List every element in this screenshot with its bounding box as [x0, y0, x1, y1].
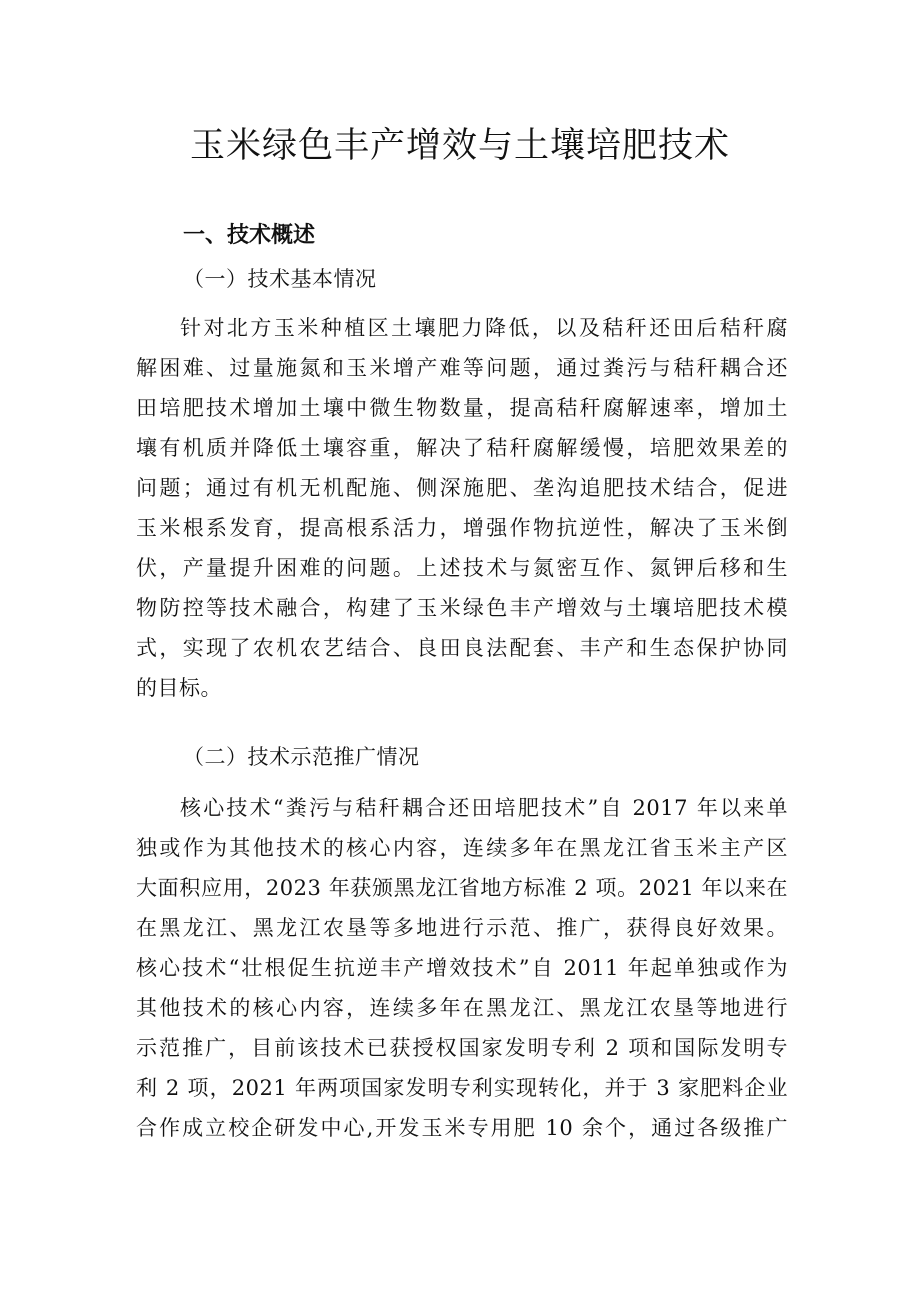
- paragraph-line: 问题；通过有机无机配施、侧深施肥、垄沟追肥技术结合，促进: [136, 476, 788, 500]
- paragraph-line: 示范推广，目前该技术已获授权国家发明专利 2 项和国际发明专: [136, 1036, 788, 1060]
- section-heading-overview: 一、技术概述: [183, 223, 316, 248]
- document-title: 玉米绿色丰产增效与土壤培肥技术: [189, 126, 730, 166]
- paragraph-line: 针对北方玉米种植区土壤肥力降低，以及秸秆还田后秸秆腐: [180, 316, 788, 340]
- paragraph-basic-info: [136, 308, 788, 708]
- paragraph-line: 利 2 项，2021 年两项国家发明专利实现转化，并于 3 家肥料企业: [136, 1076, 788, 1100]
- paragraph-line: 解困难、过量施氮和玉米增产难等问题，通过粪污与秸秆耦合还: [136, 356, 788, 380]
- paragraph-line: 在黑龙江、黑龙江农垦等多地进行示范、推广，获得良好效果。: [136, 916, 788, 940]
- paragraph-line: 核心技术“壮根促生抗逆丰产增效技术”自 2011 年起单独或作为: [136, 956, 788, 980]
- paragraph-line: 式，实现了农机农艺结合、良田良法配套、丰产和生态保护协同: [136, 636, 788, 660]
- paragraph-line: 的目标。: [136, 676, 222, 700]
- paragraph-line: 大面积应用，2023 年获颁黑龙江省地方标准 2 项。2021 年以来在: [136, 876, 788, 900]
- paragraph-line: 合作成立校企研发中心,开发玉米专用肥 10 余个，通过各级推广: [136, 1116, 788, 1140]
- paragraph-line: 物防控等技术融合，构建了玉米绿色丰产增效与土壤培肥技术模: [136, 596, 788, 620]
- subsection-heading-demonstration: （二）技术示范推广情况: [183, 745, 420, 769]
- paragraph-line: 壤有机质并降低土壤容重，解决了秸秆腐解缓慢，培肥效果差的: [136, 436, 788, 460]
- paragraph-line: 玉米根系发育，提高根系活力，增强作物抗逆性，解决了玉米倒: [136, 516, 788, 540]
- paragraph-demonstration: [136, 788, 788, 1148]
- paragraph-line: 核心技术“粪污与秸秆耦合还田培肥技术”自 2017 年以来单: [180, 796, 788, 820]
- paragraph-line: 其他技术的核心内容，连续多年在黑龙江、黑龙江农垦等地进行: [136, 996, 788, 1020]
- paragraph-line: 田培肥技术增加土壤中微生物数量，提高秸秆腐解速率，增加土: [136, 396, 788, 420]
- paragraph-line: 独或作为其他技术的核心内容，连续多年在黑龙江省玉米主产区: [136, 836, 788, 860]
- subsection-heading-basic-info: （一）技术基本情况: [183, 267, 377, 291]
- paragraph-line: 伏，产量提升困难的问题。上述技术与氮密互作、氮钾后移和生: [136, 556, 788, 580]
